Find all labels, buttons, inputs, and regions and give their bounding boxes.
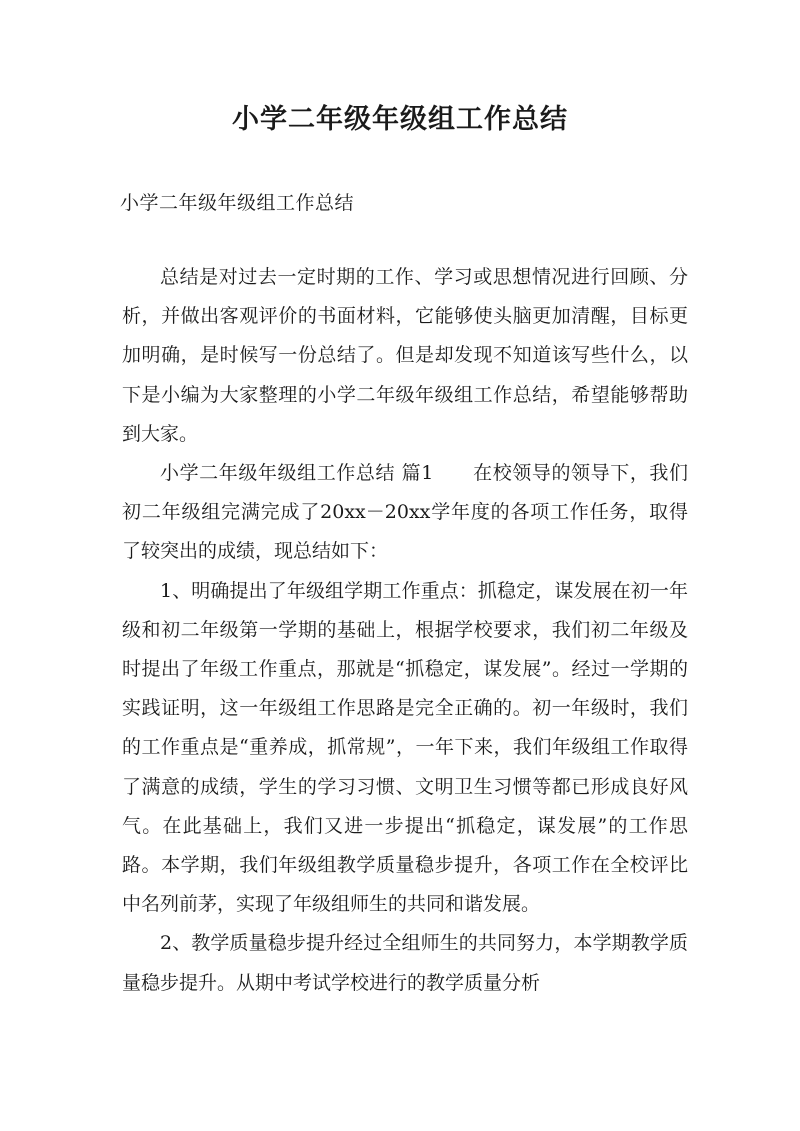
- paragraph-point-2: 2、教学质量稳步提升经过全组师生的共同努力，本学期教学质量稳步提升。从期中考试学校进行的教学质量分析: [122, 932, 688, 994]
- paragraph-section-1: 小学二年级年级组工作总结 篇1 在校领导的领导下，我们初二年级组完满完成了20xx－20xx学年度的各项工作任务，取得了较突出的成绩，现总结如下：: [122, 462, 688, 563]
- document-title: 小学二年级年级组工作总结: [232, 104, 568, 135]
- paragraph-intro: 总结是对过去一定时期的工作、学习或思想情况进行回顾、分析，并做出客观评价的书面材料，它能够使头脑更加清醒，目标更加明确，是时候写一份总结了。但是却发现不知道该写些什么，以下是小编为大家整理的小学二年级年级组工作总结，希望能够帮助到大家。: [122, 266, 688, 445]
- document-subtitle: 小学二年级年级组工作总结: [120, 192, 355, 214]
- document-body: [122, 258, 688, 1003]
- paragraph-point-1: 1、明确提出了年级组学期工作重点：抓稳定，谋发展在初一年级和初二年级第一学期的基础上，根据学校要求，我们初二年级及时提出了年级工作重点，那就是“抓稳定，谋发展”。经过一学期的实践证明，这一年级组工作思路是完全正确的。初一年级时，我们的工作重点是“重养成，抓常规”，一年下来，我们年级组工作取得了满意的成绩，学生的学习习惯、文明卫生习惯等都已形成良好风气。在此基础上，我们又进一步提出“抓稳定，谋发展”的工作思路。本学期，我们年级组教学质量稳步提升，各项工作在全校评比中名列前茅，实现了年级组师生的共同和谐发展。: [122, 579, 688, 916]
